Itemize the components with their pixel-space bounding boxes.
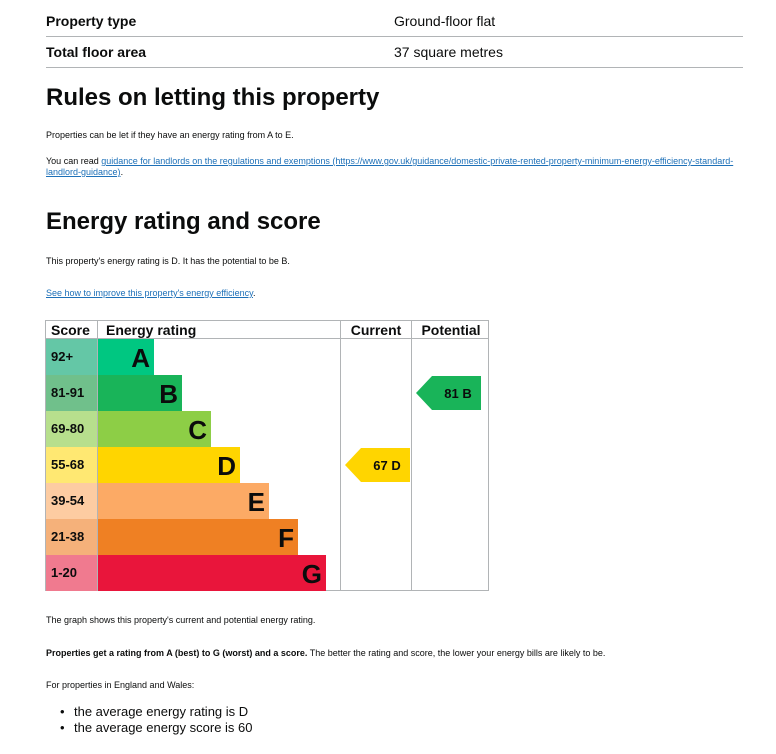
score-range-c: 69-80 — [51, 421, 85, 436]
band-letter-e: E — [247, 487, 265, 517]
potential-rating-label: 81 B — [444, 386, 472, 401]
averages-list — [60, 704, 253, 735]
current-rating-label: 67 D — [373, 458, 401, 473]
score-range-g: 1-20 — [51, 565, 78, 580]
header-current: Current — [350, 322, 402, 338]
band-letter-b: B — [159, 379, 178, 409]
summary-value: 37 square metres — [394, 44, 503, 60]
energy-heading: Energy rating and score — [46, 208, 321, 235]
summary-value: Ground-floor flat — [394, 13, 496, 29]
letting-rule-text: Properties can be let if they have an energy rating from A to E. — [46, 130, 294, 140]
rating-scale-rest: The better the rating and score, the lower your energy bills are likely to be. — [307, 648, 606, 658]
band-letter-d: D — [217, 451, 236, 481]
score-range-f: 21-38 — [51, 529, 85, 544]
list-item: • the average energy score is 60 — [60, 720, 253, 736]
summary-row-property-type — [46, 6, 743, 37]
score-range-e: 39-54 — [51, 493, 85, 508]
list-item: • the average energy rating is D — [60, 704, 253, 720]
score-range-d: 55-68 — [51, 457, 85, 472]
header-score: Score — [51, 322, 90, 338]
energy-rating-chart — [45, 320, 489, 592]
guidance-link[interactable]: guidance for landlords on the regulations and exemptions (https://www.gov.uk/guidance/domestic-private-rented-property-minimum-energy-efficiency-standard-landlord-guidance) — [46, 156, 734, 177]
guidance-suffix: . — [120, 167, 124, 177]
band-letter-c: C — [188, 415, 207, 445]
letting-heading: Rules on letting this property — [46, 84, 380, 111]
summary-label: Total floor area — [46, 44, 147, 60]
band-bar-g — [98, 555, 326, 591]
rating-scale-text — [46, 648, 736, 659]
score-range-a: 92+ — [51, 349, 74, 364]
graph-caption: The graph shows this property's current and potential energy rating. — [46, 615, 316, 625]
letting-guidance-text — [46, 156, 736, 178]
band-letter-f: F — [278, 523, 294, 553]
improve-text — [46, 288, 736, 299]
improve-link[interactable]: See how to improve this property's energy efficiency — [46, 288, 253, 298]
header-energy-rating: Energy rating — [106, 322, 197, 338]
band-letter-a: A — [131, 343, 150, 373]
guidance-prefix: You can read — [46, 156, 102, 166]
band-letter-g: G — [301, 559, 322, 589]
summary-row-floor-area — [46, 37, 743, 68]
regions-intro: For properties in England and Wales: — [46, 680, 195, 690]
band-bar-f — [98, 519, 298, 555]
property-summary — [46, 6, 743, 68]
improve-suffix: . — [253, 288, 256, 298]
header-potential: Potential — [421, 322, 481, 338]
energy-rating-summary: This property's energy rating is D. It has the potential to be B. — [46, 256, 290, 266]
score-range-b: 81-91 — [51, 385, 85, 400]
rating-scale-bold: Properties get a rating from A (best) to G (worst) and a score. — [46, 648, 308, 658]
band-bar-e — [98, 483, 269, 519]
summary-label: Property type — [46, 13, 137, 29]
